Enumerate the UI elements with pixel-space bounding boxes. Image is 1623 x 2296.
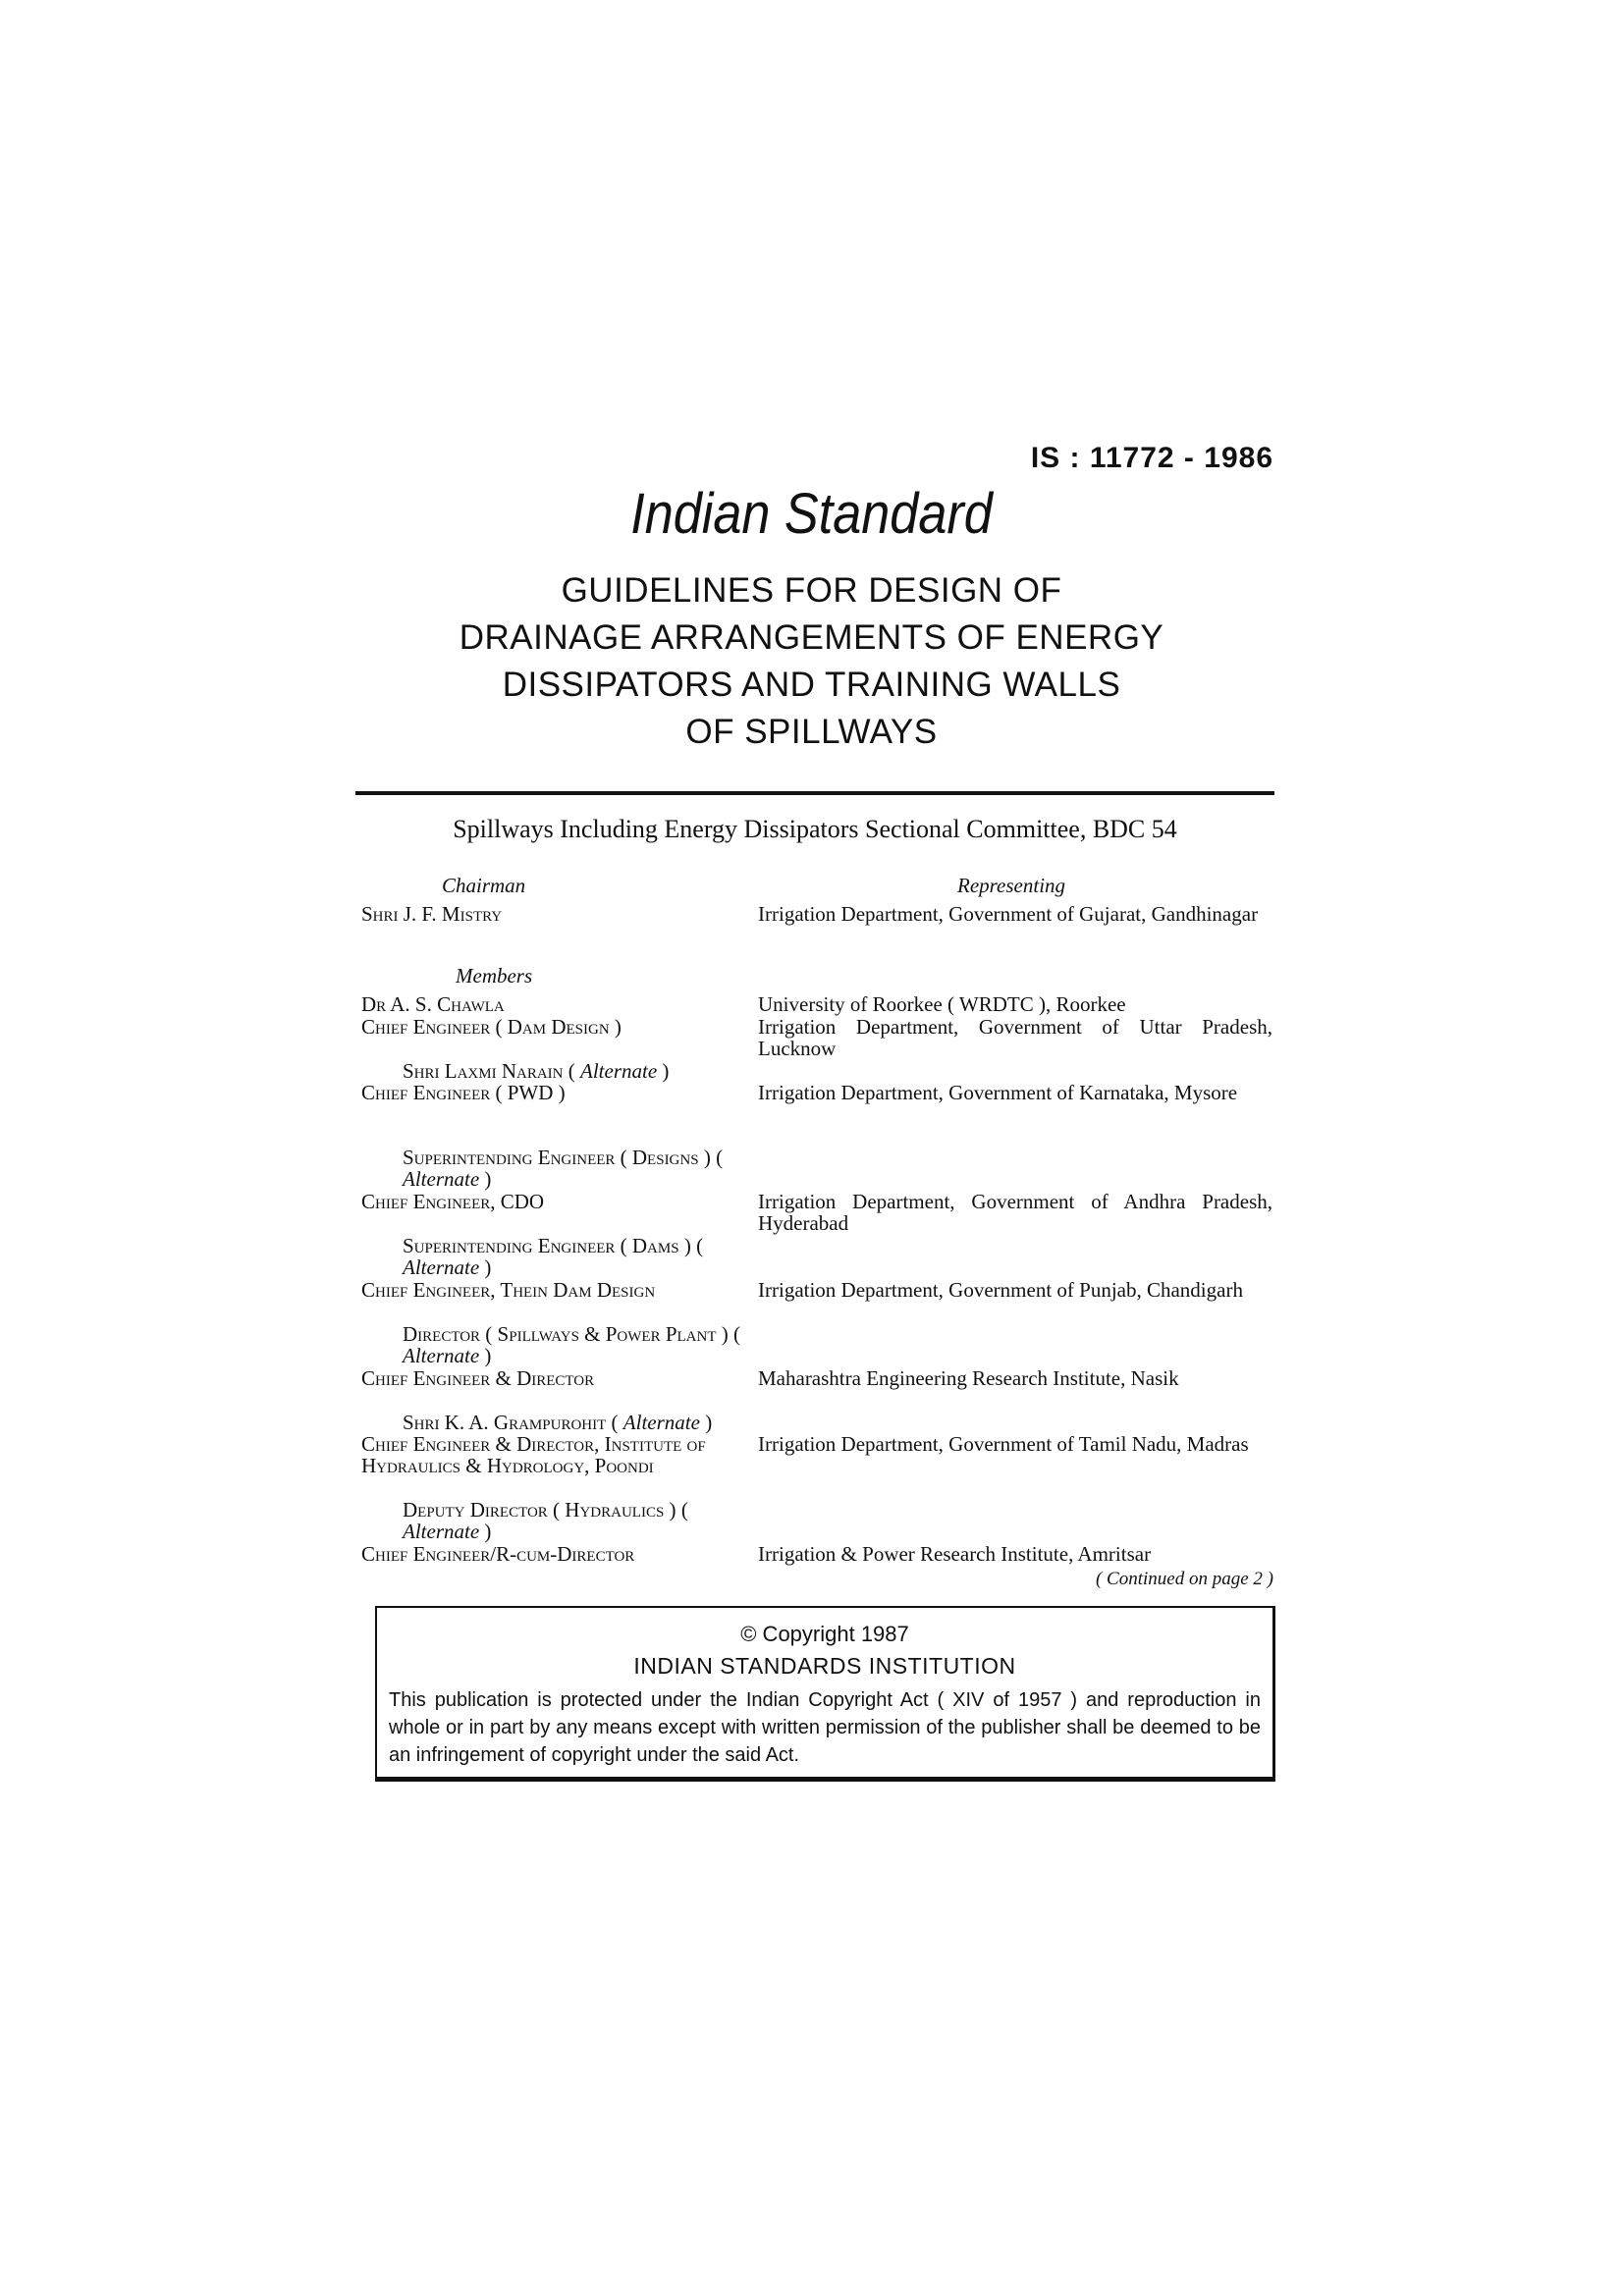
member-rep: Irrigation Department, Government of Punjab, Chandigarh: [758, 1278, 1243, 1302]
standard-number: IS : 11772 - 1986: [1030, 442, 1273, 474]
alternate-entry: Superintending Engineer ( Dams ) ( Alternate ): [403, 1234, 704, 1279]
member-name: Chief Engineer ( PWD ): [361, 1081, 566, 1104]
continued-note: ( Continued on page 2 ): [1095, 1569, 1273, 1589]
member-name: Deputy Director ( Hydraulics ): [403, 1498, 676, 1522]
alternate-label: Alternate: [622, 1411, 700, 1434]
member-rep: Irrigation & Power Research Institute, Amritsar: [758, 1542, 1152, 1566]
document-title: [0, 567, 1623, 756]
title-rule: [355, 791, 1274, 795]
committee-name: Spillways Including Energy Dissipators Sectional Committee, BDC 54: [453, 815, 1177, 843]
alternate-entry: Superintending Engineer ( Designs ) ( Alternate ): [403, 1146, 724, 1191]
institution-name: INDIAN STANDARDS INSTITUTION: [633, 1653, 1016, 1679]
member-name: Chief Engineer, Thein Dam Design: [361, 1278, 656, 1302]
alternate-label: Alternate: [403, 1520, 480, 1543]
alternate-entry: Shri Laxmi Narain ( Alternate ): [403, 1059, 670, 1083]
member-rep: University of Roorkee ( WRDTC ), Roorkee: [758, 992, 1126, 1016]
members-heading: Members: [456, 964, 533, 988]
box-rule: [375, 1779, 1275, 1782]
member-name: Superintending Engineer ( Designs ): [403, 1146, 711, 1169]
member-name: Dr A. S. Chawla: [361, 992, 505, 1016]
member-rep: Irrigation Department, Government of Karnataka, Mysore: [758, 1081, 1238, 1104]
title-line: DISSIPATORS AND TRAINING WALLS: [502, 666, 1121, 704]
title-indian-standard: Indian Standard: [630, 482, 993, 546]
member-name: Chief Engineer & Director: [361, 1366, 595, 1390]
alternate-label: Alternate: [403, 1167, 480, 1191]
member-rep: Irrigation Department, Government of Uttar Pradesh, Lucknow: [758, 1015, 1272, 1060]
member-name: Shri K. A. Grampurohit: [403, 1411, 607, 1434]
chairman-rep: Irrigation Department, Government of Gujarat, Gandhinagar: [758, 902, 1259, 926]
copyright-line: © Copyright 1987: [740, 1622, 909, 1646]
alternate-label: Alternate: [403, 1344, 480, 1367]
copyright-box: [375, 1606, 1275, 1779]
member-rep: Maharashtra Engineering Research Institute, Nasik: [758, 1366, 1179, 1390]
representing-heading: Representing: [957, 874, 1066, 897]
title-line: DRAINAGE ARRANGEMENTS OF ENERGY: [459, 618, 1164, 657]
chairman-name: Shri J. F. Mistry: [361, 902, 503, 926]
title-line: OF SPILLWAYS: [685, 713, 938, 751]
alternate-label: Alternate: [580, 1059, 658, 1083]
alternate-entry: Shri K. A. Grampurohit ( Alternate ): [403, 1411, 713, 1434]
member-name: Chief Engineer/R-cum-Director: [361, 1542, 635, 1566]
member-name: Superintending Engineer ( Dams ): [403, 1234, 691, 1257]
alternate-label: Alternate: [403, 1255, 480, 1279]
member-name: Shri Laxmi Narain: [403, 1059, 564, 1083]
copyright-notice: This publication is protected under the Indian Copyright Act ( XIV of 1957 ) and reproduction in whole or in part by any means except with written permission of the publisher shall be deemed to be an infringement of copyright under the said Act.: [389, 1689, 1261, 1766]
title-line: GUIDELINES FOR DESIGN OF: [561, 571, 1062, 610]
alternate-entry: Director ( Spillways & Power Plant ) ( Alternate ): [403, 1322, 740, 1367]
member-rep: Irrigation Department, Government of Andhra Pradesh, Hyderabad: [758, 1190, 1272, 1235]
member-name: Chief Engineer & Director, Institute of Hydraulics & Hydrology, Poondi: [361, 1432, 706, 1477]
alternate-entry: Deputy Director ( Hydraulics ) ( Alternate ): [403, 1498, 688, 1543]
member-name: Director ( Spillways & Power Plant ): [403, 1322, 729, 1346]
member-name: Chief Engineer ( Dam Design ): [361, 1015, 622, 1039]
member-rep: Irrigation Department, Government of Tamil Nadu, Madras: [758, 1432, 1249, 1456]
chairman-heading: Chairman: [442, 874, 526, 897]
member-name: Chief Engineer, CDO: [361, 1190, 545, 1213]
